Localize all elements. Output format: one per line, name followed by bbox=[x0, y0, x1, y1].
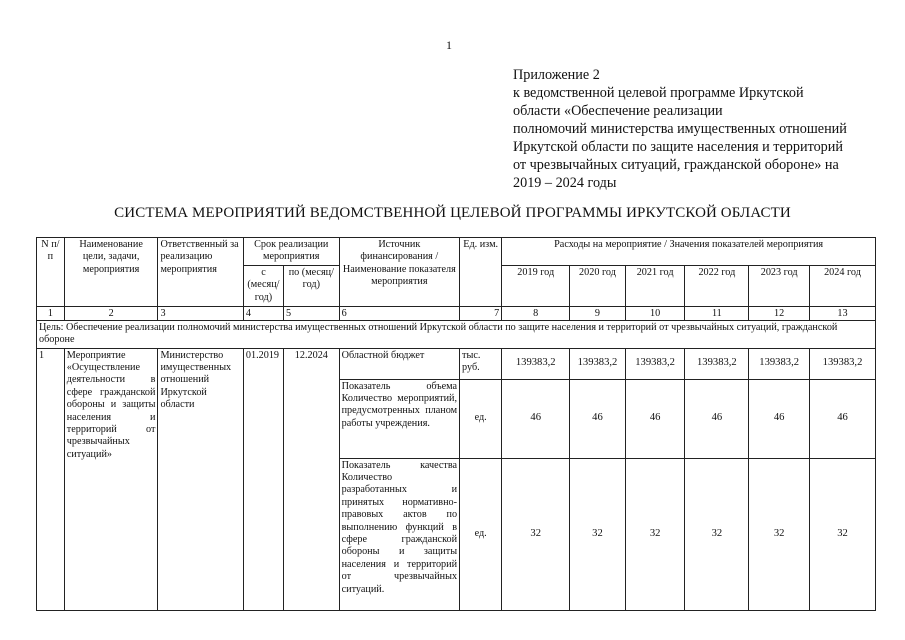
row-unit: ед. bbox=[460, 379, 502, 458]
activity-term-to: 12.2024 bbox=[284, 348, 340, 610]
value-cell: 139383,2 bbox=[502, 348, 570, 379]
value-cell: 32 bbox=[749, 458, 810, 610]
header-year: 2019 год bbox=[502, 265, 570, 306]
value-cell: 46 bbox=[810, 379, 876, 458]
header-term-to: по (месяц/год) bbox=[284, 265, 340, 306]
value-cell: 139383,2 bbox=[749, 348, 810, 379]
document-title: СИСТЕМА МЕРОПРИЯТИЙ ВЕДОМСТВЕННОЙ ЦЕЛЕВОЙ ПРОГРАММЫ ИРКУТСКОЙ ОБЛАСТИ bbox=[114, 205, 791, 221]
value-cell: 32 bbox=[502, 458, 570, 610]
column-number: 2 bbox=[64, 306, 158, 320]
value-cell: 46 bbox=[502, 379, 570, 458]
header-year: 2023 год bbox=[749, 265, 810, 306]
value-cell: 139383,2 bbox=[625, 348, 685, 379]
column-number: 9 bbox=[570, 306, 626, 320]
value-cell: 46 bbox=[625, 379, 685, 458]
goal-row bbox=[37, 320, 876, 348]
row-label: Показатель качества Количество разработанных и принятых нормативно-правовых актов по выполнению функций в сфере гражданской обороны и защиты населения и территорий от чрезвычайных ситуаций. bbox=[339, 458, 459, 610]
header-term-from: с (месяц/год) bbox=[243, 265, 283, 306]
value-cell: 32 bbox=[685, 458, 749, 610]
appendix-line: Иркутской области по защите населения и территорий bbox=[513, 139, 843, 155]
value-cell: 139383,2 bbox=[810, 348, 876, 379]
row-label: Областной бюджет bbox=[339, 348, 459, 379]
appendix-line: полномочий министерства имущественных отношений bbox=[513, 121, 847, 137]
header-year: 2020 год bbox=[570, 265, 626, 306]
appendix-line: к ведомственной целевой программе Иркутской bbox=[513, 85, 804, 101]
column-number: 11 bbox=[685, 306, 749, 320]
value-cell: 139383,2 bbox=[570, 348, 626, 379]
row-unit: ед. bbox=[460, 458, 502, 610]
column-number: 5 bbox=[284, 306, 340, 320]
value-cell: 46 bbox=[749, 379, 810, 458]
column-number-row bbox=[37, 306, 876, 320]
column-number: 8 bbox=[502, 306, 570, 320]
value-cell: 46 bbox=[570, 379, 626, 458]
column-number: 3 bbox=[158, 306, 243, 320]
column-number: 7 bbox=[460, 306, 502, 320]
value-cell: 46 bbox=[685, 379, 749, 458]
value-cell: 32 bbox=[810, 458, 876, 610]
value-cell: 139383,2 bbox=[685, 348, 749, 379]
appendix-line: 2019 – 2024 годы bbox=[513, 175, 617, 191]
activity-name: Мероприятие «Осуществление деятельности в сфере гражданской обороны и защиты населения и территорий от чрезвычайных ситуаций» bbox=[64, 348, 158, 610]
header-name: Наименование цели, задачи, мероприятия bbox=[64, 238, 158, 307]
column-number: 13 bbox=[810, 306, 876, 320]
row-unit: тыс. руб. bbox=[460, 348, 502, 379]
header-year: 2021 год bbox=[625, 265, 685, 306]
activity-term-from: 01.2019 bbox=[243, 348, 283, 610]
header-year: 2022 год bbox=[685, 265, 749, 306]
header-expenses: Расходы на мероприятие / Значения показателей мероприятия bbox=[502, 238, 876, 266]
column-number: 6 bbox=[339, 306, 459, 320]
activity-row bbox=[37, 348, 876, 379]
value-cell: 32 bbox=[570, 458, 626, 610]
column-number: 12 bbox=[749, 306, 810, 320]
appendix-line: Приложение 2 bbox=[513, 67, 600, 83]
column-number: 10 bbox=[625, 306, 685, 320]
header-unit: Ед. изм. bbox=[460, 238, 502, 307]
row-label: Показатель объема Количество мероприятий, предусмотренных планом работы учреждения. bbox=[339, 379, 459, 458]
header-num: N п/п bbox=[37, 238, 65, 307]
appendix-line: от чрезвычайных ситуаций, гражданской обороне» на bbox=[513, 157, 839, 173]
activities-table bbox=[36, 237, 876, 611]
header-source: Источник финансирования / Наименование показателя мероприятия bbox=[339, 238, 459, 307]
column-number: 4 bbox=[243, 306, 283, 320]
column-number: 1 bbox=[37, 306, 65, 320]
page-number: 1 bbox=[446, 38, 452, 52]
activity-num: 1 bbox=[37, 348, 65, 610]
goal-text: Цель: Обеспечение реализации полномочий министерства имущественных отношений Иркутской области по защите населения и территорий от чрезвычайных ситуаций, гражданской обороне bbox=[37, 320, 876, 348]
activity-responsible: Министерство имущественных отношений Иркутской области bbox=[158, 348, 243, 610]
value-cell: 32 bbox=[625, 458, 685, 610]
appendix-line: области «Обеспечение реализации bbox=[513, 103, 723, 119]
appendix-note bbox=[513, 66, 888, 192]
header-row bbox=[37, 238, 876, 266]
header-responsible: Ответственный за реализацию мероприятия bbox=[158, 238, 243, 307]
header-year: 2024 год bbox=[810, 265, 876, 306]
header-term: Срок реализации мероприятия bbox=[243, 238, 339, 266]
